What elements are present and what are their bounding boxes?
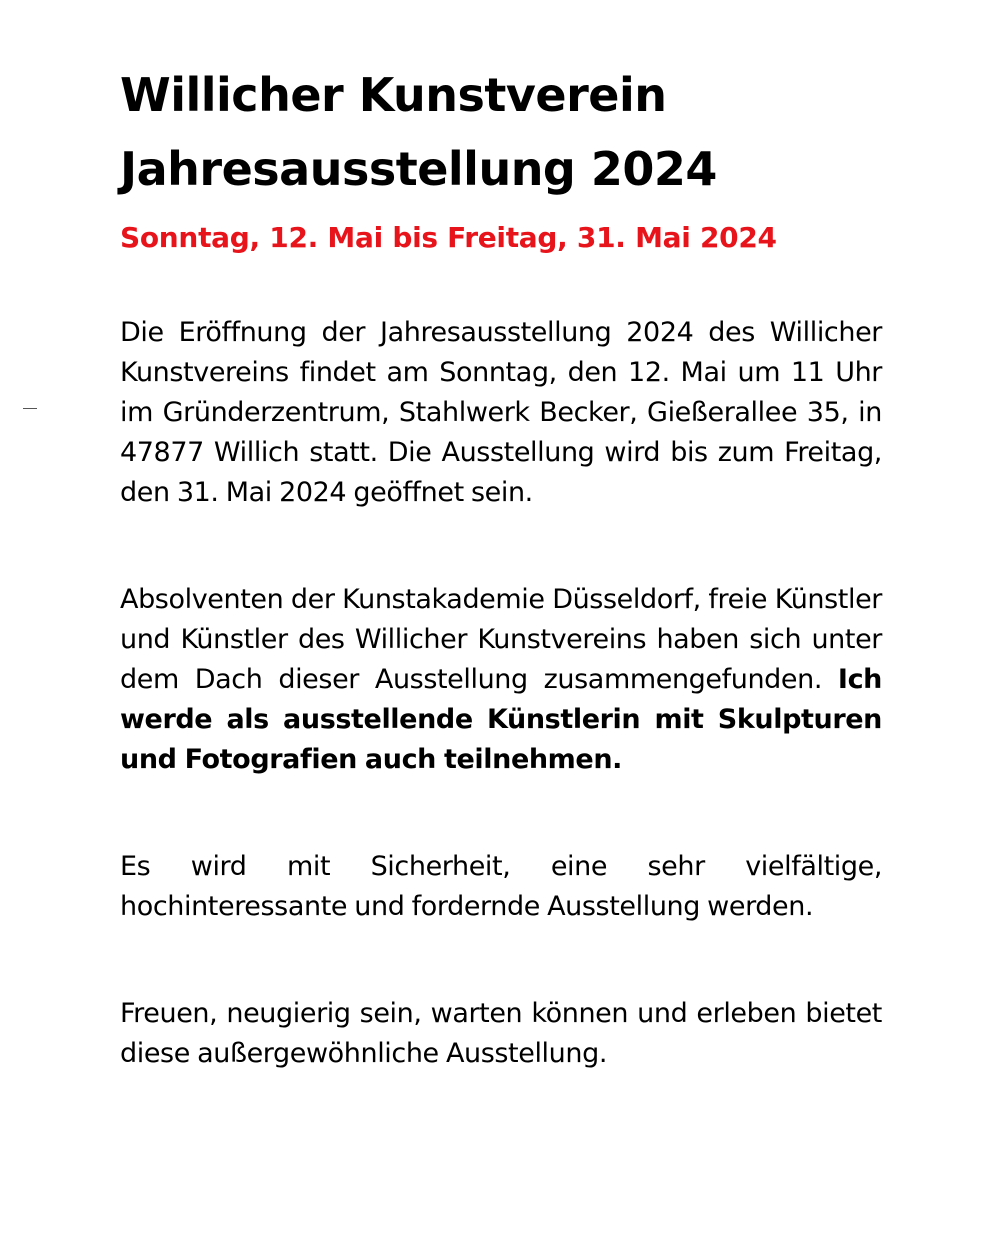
paragraph-artists-text: Absolventen der Kunstakademie Düsseldorf, freie Künstler und Künstler des Willicher Kunstvereins haben sich unter dem Dach dieser Ausstellung zusammengefunden. <box>120 584 882 695</box>
paragraph-expectation: Es wird mit Sicherheit, eine sehr vielfältige, hochinteressante und fordernde Ausstellung werden. <box>120 851 882 922</box>
paragraph-opening: Die Eröffnung der Jahresausstellung 2024 des Willicher Kunstvereins findet am Sonntag, den 12. Mai um 11 Uhr im Gründerzentrum, Stahlwerk Becker, Gießerallee 35, in 47877 Willich statt. Die Ausstellung wird bis zum Freitag, den 31. Mai 2024 geöffnet sein. <box>120 317 882 508</box>
paragraph-closing: Freuen, neugierig sein, warten können und erleben bietet diese außergewöhnliche Ausstellung. <box>120 998 882 1069</box>
title-line-1: Willicher Kunstverein <box>120 68 667 122</box>
paragraph-artists-bold: Ich werde als ausstellende Künstlerin mit Skulpturen und Fotografien auch teilnehmen. <box>120 664 882 775</box>
title-line-2: Jahresausstellung 2024 <box>120 142 717 196</box>
document-page <box>120 58 882 1074</box>
margin-mark <box>23 408 37 409</box>
paragraph-artists <box>120 580 882 780</box>
date-line: Sonntag, 12. Mai bis Freitag, 31. Mai 2024 <box>120 221 777 254</box>
